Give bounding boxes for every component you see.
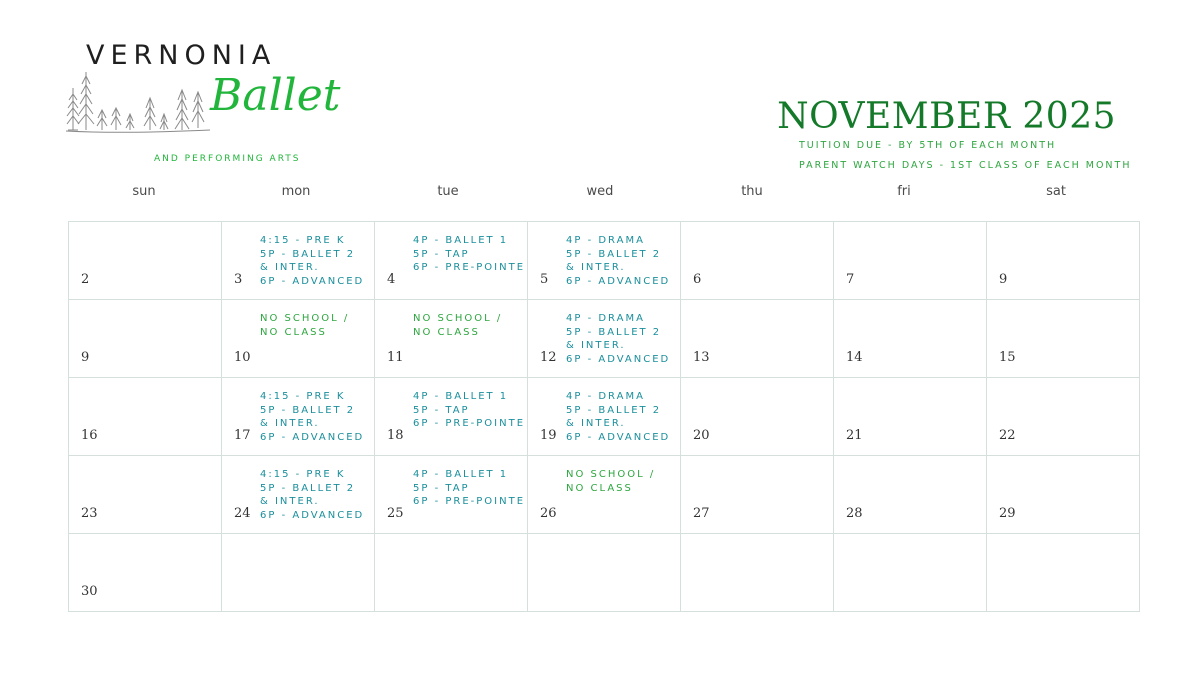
tuition-note: TUITION DUE - BY 5TH OF EACH MONTH: [799, 140, 1057, 151]
dow-fri: fri: [897, 184, 911, 199]
day-events: [566, 234, 670, 288]
day-events: [566, 312, 670, 366]
day-number: 21: [846, 428, 863, 443]
day-cell: [528, 222, 681, 300]
day-cell: [528, 534, 681, 612]
day-cell: [375, 534, 528, 612]
week-row: [69, 378, 1140, 456]
day-events: [413, 234, 525, 275]
day-number: 12: [540, 350, 557, 365]
class-event: 6P - ADVANCED: [260, 431, 365, 443]
day-cell: [375, 378, 528, 456]
day-events: [260, 312, 349, 339]
class-event: & INTER.: [260, 418, 320, 430]
day-number: 2: [81, 272, 90, 287]
day-cell: [375, 222, 528, 300]
class-event: 6P - PRE-POINTE: [413, 496, 526, 508]
class-event: 4P - DRAMA: [566, 391, 645, 402]
day-events: [413, 312, 502, 339]
day-events: [566, 468, 655, 495]
day-number: 27: [693, 506, 710, 521]
class-event: 6P - ADVANCED: [566, 353, 671, 365]
day-number: 28: [846, 506, 863, 521]
class-event: 4P - DRAMA: [566, 313, 645, 324]
day-number: 25: [387, 506, 404, 521]
class-event: & INTER.: [566, 340, 626, 352]
month-title: NOVEMBER 2025: [777, 96, 1116, 137]
day-cell: [222, 378, 375, 456]
day-number: 14: [846, 350, 863, 365]
no-school-label: NO CLASS: [260, 326, 327, 338]
class-event: 4:15 - PRE K: [260, 469, 346, 480]
day-events: [413, 390, 525, 431]
day-number: 5: [540, 272, 549, 287]
class-event: 6P - ADVANCED: [260, 275, 365, 287]
class-event: 4P - BALLET 1: [413, 235, 509, 246]
class-event: 6P - ADVANCED: [260, 509, 365, 521]
class-event: 5P - BALLET 2: [260, 404, 356, 416]
day-cell: [528, 378, 681, 456]
class-event: 6P - ADVANCED: [566, 275, 671, 287]
dow-thu: thu: [741, 184, 763, 199]
day-number: 23: [81, 506, 98, 521]
week-row: [69, 222, 1140, 300]
day-cell: [834, 378, 987, 456]
class-event: 5P - TAP: [413, 482, 470, 494]
day-events: [260, 234, 364, 288]
day-number: 17: [234, 428, 251, 443]
calendar-notes: [799, 140, 1131, 180]
day-cell: [222, 222, 375, 300]
day-number: 16: [81, 428, 98, 443]
day-cell: [69, 222, 222, 300]
day-cell: [834, 222, 987, 300]
class-event: & INTER.: [566, 418, 626, 430]
day-cell: [222, 534, 375, 612]
day-cell: [681, 534, 834, 612]
day-cell: [681, 456, 834, 534]
day-number: 9: [999, 272, 1008, 287]
brand-subtitle: AND PERFORMING ARTS: [154, 154, 301, 164]
day-events: [260, 390, 364, 444]
day-cell: [987, 456, 1140, 534]
class-event: 5P - TAP: [413, 248, 470, 260]
day-number: 19: [540, 428, 557, 443]
class-event: 5P - BALLET 2: [566, 248, 662, 260]
no-school-label: NO CLASS: [566, 482, 633, 494]
brand-logo: [64, 36, 341, 171]
day-events: [413, 468, 525, 509]
brand-script: Ballet: [210, 70, 341, 121]
day-cell: [681, 378, 834, 456]
day-number: 11: [387, 350, 404, 365]
day-number: 30: [81, 584, 98, 599]
day-cell: [69, 534, 222, 612]
day-cell: [375, 300, 528, 378]
class-event: 5P - BALLET 2: [566, 404, 662, 416]
class-event: 5P - BALLET 2: [260, 482, 356, 494]
class-event: 4P - BALLET 1: [413, 391, 509, 402]
class-event: & INTER.: [260, 262, 320, 274]
class-event: & INTER.: [566, 262, 626, 274]
class-event: 5P - BALLET 2: [566, 326, 662, 338]
day-number: 7: [846, 272, 855, 287]
day-number: 3: [234, 272, 243, 287]
parent-watch-note: PARENT WATCH DAYS - 1ST CLASS OF EACH MONTH: [799, 160, 1132, 171]
dow-wed: wed: [586, 184, 614, 199]
no-school-label: NO CLASS: [413, 326, 480, 338]
day-cell: [375, 456, 528, 534]
day-events: [260, 468, 364, 522]
day-cell: [834, 300, 987, 378]
day-number: 29: [999, 506, 1016, 521]
day-cell: [987, 300, 1140, 378]
day-number: 24: [234, 506, 251, 521]
class-event: 6P - ADVANCED: [566, 431, 671, 443]
day-cell: [528, 300, 681, 378]
day-cell: [834, 456, 987, 534]
no-school-label: NO SCHOOL /: [413, 313, 503, 324]
day-number: 18: [387, 428, 404, 443]
day-number: 4: [387, 272, 396, 287]
day-number: 10: [234, 350, 251, 365]
no-school-label: NO SCHOOL /: [566, 469, 656, 480]
day-cell: [681, 300, 834, 378]
day-cell: [987, 378, 1140, 456]
day-events: [566, 390, 670, 444]
day-cell: [987, 534, 1140, 612]
week-row: [69, 456, 1140, 534]
no-school-label: NO SCHOOL /: [260, 313, 350, 324]
day-cell: [69, 456, 222, 534]
day-cell: [681, 222, 834, 300]
day-cell: [834, 534, 987, 612]
day-number: 26: [540, 506, 557, 521]
pine-trees-illustration: [64, 70, 214, 140]
class-event: 6P - PRE-POINTE: [413, 418, 526, 430]
day-number: 13: [693, 350, 710, 365]
day-number: 22: [999, 428, 1016, 443]
day-number: 9: [81, 350, 90, 365]
day-cell: [987, 222, 1140, 300]
class-event: 6P - PRE-POINTE: [413, 262, 526, 274]
day-cell: [222, 456, 375, 534]
day-number: 6: [693, 272, 702, 287]
day-cell: [69, 300, 222, 378]
days-of-week-header: [68, 184, 1132, 204]
dow-sun: sun: [132, 184, 156, 199]
calendar-grid: [68, 221, 1140, 612]
day-cell: [528, 456, 681, 534]
dow-tue: tue: [437, 184, 459, 199]
class-event: & INTER.: [260, 496, 320, 508]
class-event: 5P - TAP: [413, 404, 470, 416]
class-event: 4:15 - PRE K: [260, 235, 346, 246]
class-event: 4:15 - PRE K: [260, 391, 346, 402]
week-row: [69, 534, 1140, 612]
class-event: 4P - BALLET 1: [413, 469, 509, 480]
day-number: 20: [693, 428, 710, 443]
day-cell: [69, 378, 222, 456]
dow-mon: mon: [281, 184, 311, 199]
brand-title: VERNONIA: [86, 40, 277, 71]
day-number: 15: [999, 350, 1016, 365]
class-event: 5P - BALLET 2: [260, 248, 356, 260]
day-cell: [222, 300, 375, 378]
dow-sat: sat: [1046, 184, 1066, 199]
class-event: 4P - DRAMA: [566, 235, 645, 246]
week-row: [69, 300, 1140, 378]
